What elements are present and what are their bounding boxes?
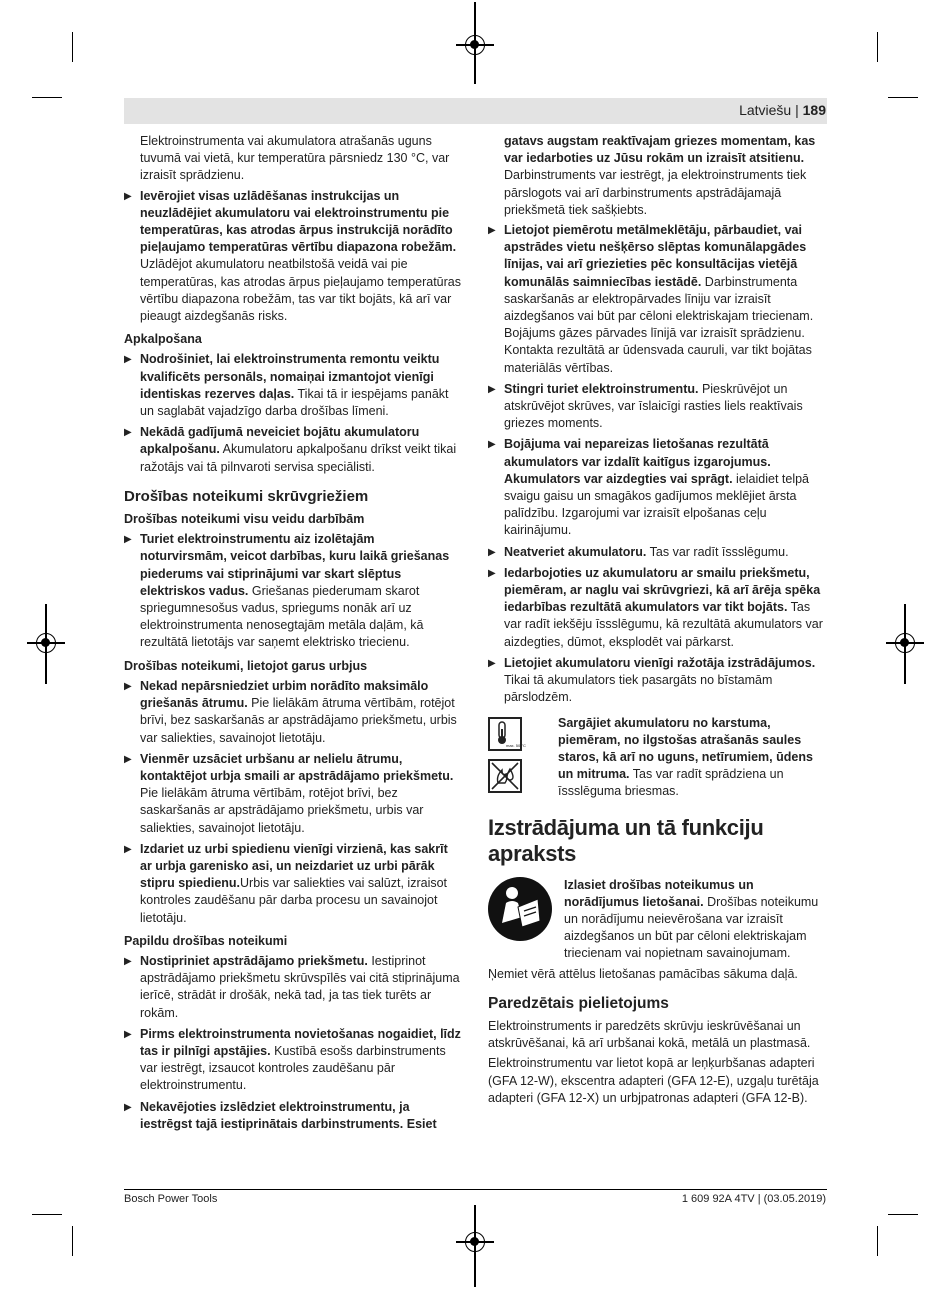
list-item: ▶ Iedarbojoties uz akumulatoru ar smailu priekšmetu, piemēram, ar naglu vai skrūvgriezi, kā arī ārēja spēka iedarbības rezultātā akumulators var tikt bojāts. Tas var radīt iekšēju īssslēgumu, kā rezultātā akumulators var aizdegties, dūmot, eksplodēt vai pārkarst.: [488, 565, 823, 649]
crop-mark: [888, 1214, 918, 1215]
footer-brand: Bosch Power Tools: [124, 1193, 218, 1205]
read-manual-icon: [488, 877, 552, 941]
section-heading: Drošības noteikumi skrūvgriežiem: [124, 487, 369, 505]
paragraph: Elektroinstrumentu var lietot kopā ar leņķurbšanas adapteri (GFA 12-W), ekscentra adapteri (GFA 12-E), uzgaļu turētāja adapteri (GFA 12-X) un urbjpatronas adapteri (GFA 12-B).: [488, 1056, 819, 1105]
registration-mark: [36, 633, 56, 653]
list-item: ▶ Nostipriniet apstrādājamo priekšmetu. Iestiprinot apstrādājamo priekšmetu skrūvspīlēs vai citā stiprinājuma ierīcē, strādāt ir drošāk, nekā tad, ja tas tiek turēts ar rokām.: [124, 953, 460, 1020]
list-item: ▶ Nekad nepārsniedziet urbim norādīto maksimālo griešanās ātrumu. Pie lielākām ātruma vērtībām, rotējot brīvi, bez saskaršanās ar apstrādājamo priekšmetu, urbis var saliekties, savainojot lietotāju.: [124, 678, 457, 745]
subheading: Apkalpošana: [124, 332, 202, 347]
list-item: ▶ Nodrošiniet, lai elektroinstrumenta remontu veiktu kvalificēts personāls, nomaiņai izmantojot vienīgi identiskas rezerves daļas. Tikai tā ir iespējams panākt un saglabāt vajadzīgo darba drošības līmeni.: [124, 352, 449, 419]
paragraph: Elektroinstruments ir paredzēts skrūvju ieskrūvēšanai un atskrūvēšanai, kā arī urbšanai kokā, metālā un plastmasā.: [488, 1018, 811, 1051]
right-column: [488, 133, 828, 1110]
bullet-arrow-icon: ▶: [124, 680, 132, 692]
bullet-arrow-icon: ▶: [488, 383, 496, 395]
list-item: ▶ Lietojiet akumulatoru vienīgi ražotāja izstrādājumos. Tikai tā akumulators tiek pasargāts no bīstamām pārslodzēm.: [488, 655, 816, 705]
bullet-arrow-icon: ▶: [488, 546, 496, 558]
paragraph: Elektroinstrumenta vai akumulatora atrašanās uguns tuvumā vai vietā, kur temperatūra pārsniedz 130 °C, var izraisīt sprādzienu.: [140, 134, 450, 183]
subheading: Drošības noteikumi visu veidu darbībām: [124, 512, 365, 527]
bullet-arrow-icon: ▶: [488, 225, 496, 237]
crop-mark: [72, 1226, 73, 1256]
bullet-arrow-icon: ▶: [124, 354, 132, 366]
list-item: ▶ Izdariet uz urbi spiedienu vienīgi virzienā, kas sakrīt ar urbja garenisko asi, un neizdariet uz urbi pārāk stipru spiedienu.Urbis var saliekties vai salūzt, izraisot kontroles zaudēšanu pār darba procesu un savainojot lietotāju.: [124, 841, 448, 925]
registration-mark: [465, 1232, 485, 1252]
bullet-arrow-icon: ▶: [124, 753, 132, 765]
warning-text: Sargājiet akumulatoru no karstuma, piemēram, no ilgstošas atrašanās saules staros, kā arī no uguns, netīrumiem, ūdens un mitruma. Tas var radīt sprādziena un īssslēguma briesmas.: [558, 715, 813, 799]
list-item: ▶ Stingri turiet elektroinstrumentu. Pieskrūvējot un atskrūvējot skrūves, var īslaicīgi rasties liels reaktīvais griezes moments.: [488, 381, 803, 431]
list-item: ▶ Vienmēr uzsāciet urbšanu ar nelielu ātrumu, kontaktējot urbja smaili ar apstrādājamo priekšmetu. Pie lielākām ātruma vērtībām, rotējot brīvi, bez saskaršanās ar apstrādājamo priekšmetu, urbis var saliekties, savainojot lietotāju.: [124, 751, 454, 835]
no-fire-no-water-icon: [488, 759, 522, 793]
footer-rule: [124, 1189, 827, 1190]
footer-docnumber: 1 609 92A 4TV | (03.05.2019): [681, 1193, 826, 1205]
header-band: [124, 98, 827, 124]
read-instructions-text: Izlasiet drošības noteikumus un norādījumus lietošanai. Drošības noteikumu un norādījumu neievērošana var izraisīt aizdegšanos un būt par cēloni elektriskajam triecienam vai nopietnam savainojumam.: [564, 877, 819, 961]
subheading: Drošības noteikumi, lietojot garus urbjus: [124, 658, 368, 673]
bullet-arrow-icon: ▶: [488, 567, 496, 579]
registration-mark: [465, 35, 485, 55]
section-heading: Paredzētais pielietojums: [488, 994, 669, 1012]
bullet-arrow-icon: ▶: [124, 1101, 132, 1113]
warning-icons: [488, 717, 526, 801]
crop-mark: [877, 1226, 878, 1256]
list-item: ▶ Pirms elektroinstrumenta novietošanas nogaidiet, līdz tas ir pilnīgi apstājies. Kustībā esošs darbinstruments var iestrēgt, izsaucot kontroles zaudēšanu pār elektroinstrumentu.: [124, 1026, 461, 1093]
bullet-arrow-icon: ▶: [488, 439, 496, 451]
read-instructions-box: [488, 877, 828, 963]
heat-warning-box: [488, 715, 828, 801]
list-item: ▶ Turiet elektroinstrumentu aiz izolētajām noturvirsmām, veicot darbības, kuru laikā griešanas piederums vai stiprinājumi var skart slēptus elektriskos vadus. Griešanas piederumam skarot spriegumnesošus vadus, spriegums nonāk arī uz elektroinstrumenta nenosegtajām metāla daļām, kā rezultātā lietotājs var saņemt elektrisko triecienu.: [124, 532, 450, 650]
crop-mark: [72, 32, 73, 62]
thermometer-label: max. 50 °C: [506, 742, 526, 748]
paragraph: gatavs augstam reaktīvajam griezes momentam, kas var iedarboties uz Jūsu rokām un izraisīt atsitienu. Darbinstruments var iestrēgt, ja elektroinstruments tiek pārslogots vai arī darbinstruments apstrādājamajā priekšmetā tiek sašķiebts.: [504, 134, 816, 217]
bullet-arrow-icon: ▶: [124, 955, 132, 967]
crop-mark: [32, 1214, 62, 1215]
list-item: ▶ Nekavējoties izslēdziet elektroinstrumentu, ja iestrēgst tajā iestiprinātais darbinstruments. Esiet: [124, 1099, 437, 1131]
paragraph: Ņemiet vērā attēlus lietošanas pamācības sākuma daļā.: [488, 966, 798, 981]
thermometer-icon: [488, 717, 526, 751]
chapter-heading: Izstrādājuma un tā funkciju apraksts: [488, 814, 764, 866]
list-item: ▶ Ievērojiet visas uzlādēšanas instrukcijas un neuzlādējiet akumulatoru vai elektroinstrumentu pie temperatūras, kas atrodas ārpus instrukcijā norādīto pieļaujamo temperatūras vērtību diapazona robežām. Uzlādējot akumulatoru neatbilstošā veidā vai pie temperatūras, kas atrodas ārpus pieļaujamo temperatūras vērtību diapazona robežām, tas var tikt bojāts, kā arī var pieaugt aizdegšanās risks.: [124, 188, 461, 324]
left-column: [124, 133, 462, 1137]
crop-mark: [877, 32, 878, 62]
bullet-arrow-icon: ▶: [124, 534, 132, 546]
registration-mark: [895, 633, 915, 653]
subheading: Papildu drošības noteikumi: [124, 933, 288, 948]
header-separator: |: [795, 102, 799, 118]
list-item: ▶ Nekādā gadījumā neveiciet bojātu akumulatoru apkalpošanu. Akumulatoru apkalpošanu drīkst veikt tikai ražotājs vai tā pilnvaroti servisa speciālisti.: [124, 425, 457, 474]
crop-mark: [888, 97, 918, 98]
crop-mark: [32, 97, 62, 98]
bullet-arrow-icon: ▶: [124, 843, 132, 855]
bullet-arrow-icon: ▶: [124, 190, 132, 202]
bullet-arrow-icon: ▶: [124, 427, 132, 439]
list-item: ▶ Lietojot piemērotu metālmeklētāju, pārbaudiet, vai apstrādes vietu nešķērso slēptas komunālapgādes līnijas, vai arī griezieties pēc konsultācijas vietējā komunālās saimniecības iestādē. Darbinstrumenta saskaršanās ar elektropārvades līniju var izraisīt aizdegšanos vai būt par cēloni elektriskajam triecienam. Bojājums gāzes pārvades līnijā var izraisīt sprādzienu. Kontakta rezultātā ar ūdensvada cauruli, var tikt bojātas materiālās vērtības.: [488, 223, 814, 375]
bullet-arrow-icon: ▶: [488, 657, 496, 669]
page-header: [739, 102, 826, 118]
list-item: ▶ Neatveriet akumulatoru. Tas var radīt īssslēgumu.: [488, 544, 828, 561]
header-language: Latviešu: [739, 102, 792, 118]
list-item: ▶ Bojājuma vai nepareizas lietošanas rezultātā akumulators var izdalīt kaitīgus izgarojumus. Akumulators var aizdegties vai sprāgt. ielaidiet telpā svaigu gaisu un smagākos gadījumos meklējiet ārsta palīdzību. Izgarojumi var izraisīt elpošanas ceļu kairinājumu.: [488, 437, 810, 538]
page-number: 189: [802, 102, 826, 118]
bullet-arrow-icon: ▶: [124, 1028, 132, 1040]
